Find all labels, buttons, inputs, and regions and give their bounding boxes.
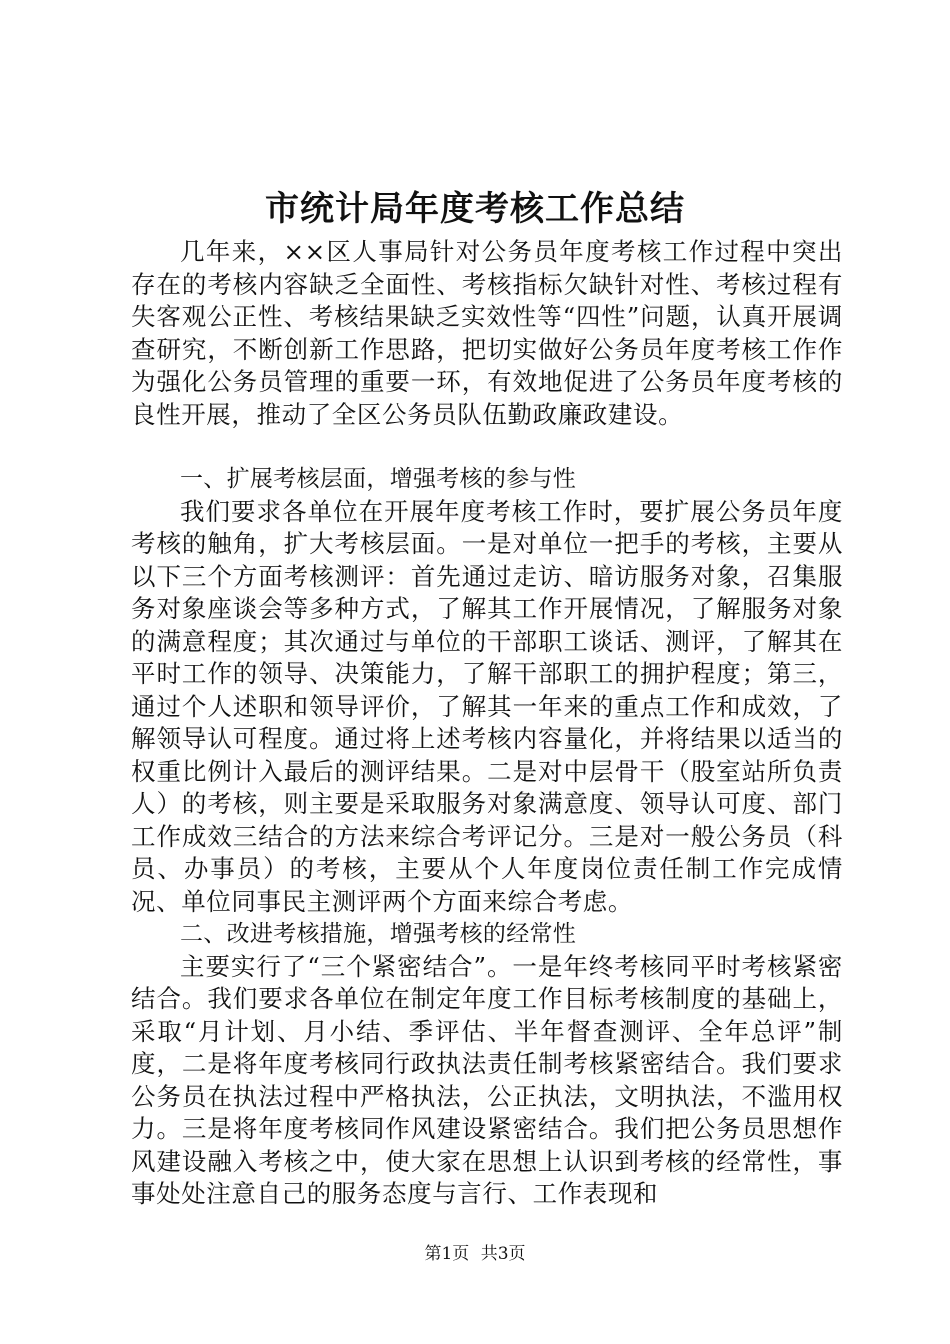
intro-paragraph: 几年来，××区人事局针对公务员年度考核工作过程中突出存在的考核内容缺乏全面性、考核指标欠缺针对性、考核过程有失客观公正性、考核结果缺乏实效性等“四性”问题，认真开展调查研究，不断创新工作思路，把切实做好公务员年度考核工作作为强化公务员管理的重要一环，有效地促进了公务员年度考核的良性开展，推动了全区公务员队伍勤政廉政建设。 — [131, 237, 843, 429]
page-total: 共3页 — [480, 1244, 526, 1264]
page-number: 第1页 — [424, 1244, 470, 1264]
page-footer — [0, 1242, 950, 1266]
section-2-paragraph: 主要实行了“三个紧密结合”。一是年终考核同平时考核紧密结合。我们要求各单位在制定年度工作目标考核制度的基础上，采取“月计划、月小结、季评估、半年督查测评、全年总评”制度，二是将年度考核同行政执法责任制考核紧密结合。我们要求公务员在执法过程中严格执法，公正执法，文明执法，不滥用权力。三是将年度考核同作风建设紧密结合。我们把公务员思想作风建设融入考核之中，使大家在思想上认识到考核的经常性，事事处处注意自己的服务态度与言行、工作表现和 — [131, 951, 843, 1208]
section-heading-2: 二、改进考核措施，增强考核的经常性 — [180, 921, 577, 947]
section-heading-1: 一、扩展考核层面，增强考核的参与性 — [180, 466, 577, 492]
section-1-paragraph: 我们要求各单位在开展年度考核工作时，要扩展公务员年度考核的触角，扩大考核层面。一是对单位一把手的考核，主要从以下三个方面考核测评：首先通过走访、暗访服务对象，召集服务对象座谈会等多种方式，了解其工作开展情况，了解服务对象的满意程度；其次通过与单位的干部职工谈话、测评，了解其在平时工作的领导、决策能力，了解干部职工的拥护程度；第三，通过个人述职和领导评价，了解其一年来的重点工作和成效，了解领导认可程度。通过将上述考核内容量化，并将结果以适当的权重比例计入最后的测评结果。二是对中层骨干（股室站所负责人）的考核，则主要是采取服务对象满意度、领导认可度、部门工作成效三结合的方法来综合考评记分。三是对一般公务员（科员、办事员）的考核，主要从个人年度岗位责任制工作完成情况、单位同事民主测评两个方面来综合考虑。 — [131, 496, 843, 916]
document-body — [131, 236, 843, 1211]
document-title: 市统计局年度考核工作总结 — [265, 189, 685, 229]
